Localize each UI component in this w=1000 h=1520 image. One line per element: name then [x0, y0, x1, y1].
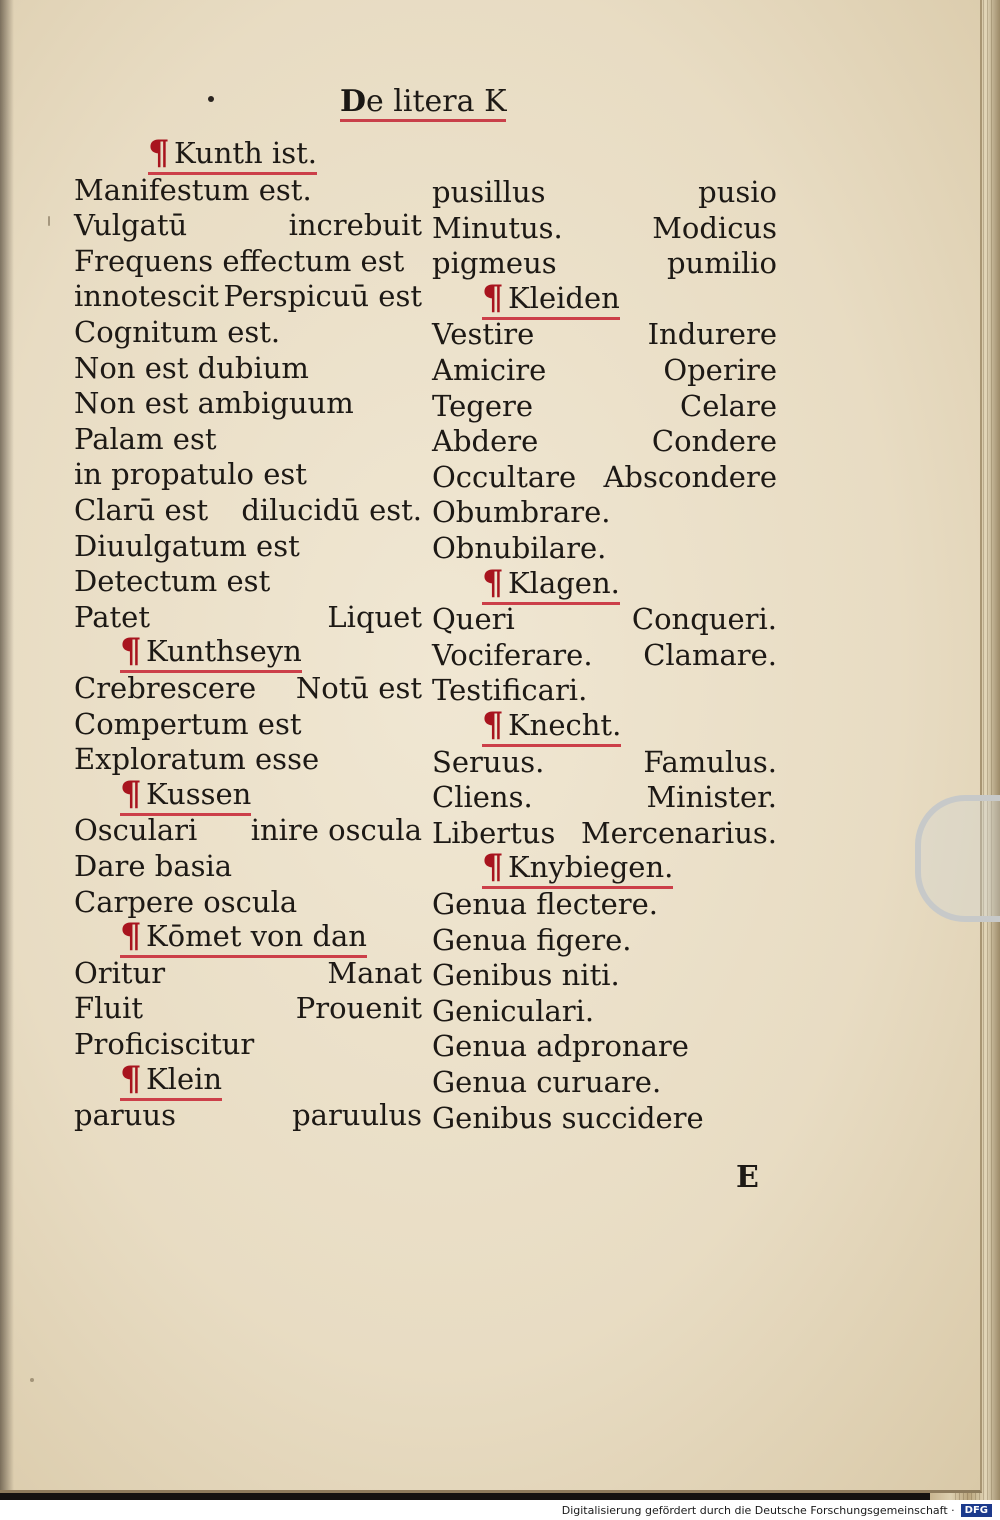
- entry-row: [74, 207, 422, 243]
- headword: [120, 632, 302, 673]
- headword-text: Klein: [146, 1061, 223, 1096]
- entry-row: [432, 744, 777, 780]
- entry-row: [74, 990, 422, 1026]
- pilcrow-mark: ¶: [482, 705, 504, 745]
- gutter-shadow: [0, 0, 14, 1490]
- headword-text: Kussen: [146, 776, 252, 811]
- entry-row: [74, 884, 422, 920]
- headword-text: Klagen.: [508, 565, 620, 600]
- entry-word: Mercenarius.: [580, 815, 777, 850]
- entry-word: Obnubilare.: [432, 531, 607, 565]
- entry-word: increbuit: [288, 208, 422, 243]
- entry-row: [432, 1064, 777, 1100]
- entry-row: [74, 1097, 422, 1133]
- entry-word: Osculari: [74, 813, 198, 848]
- entry-word: Queri: [432, 602, 515, 637]
- headword-text: Kōmet von dan: [146, 919, 367, 954]
- entry-word: Tegere: [432, 388, 534, 423]
- pilcrow-mark: ¶: [148, 133, 170, 173]
- entry-word: Crebrescere: [74, 671, 257, 705]
- entry-row: [432, 957, 777, 993]
- entry-word: Libertus: [432, 815, 556, 850]
- entry-row: [432, 352, 777, 388]
- headword: [120, 1060, 222, 1101]
- entry-word: Vestire: [432, 317, 535, 352]
- headword: [482, 564, 620, 605]
- entry-word: Manat: [327, 955, 422, 990]
- entry-row: [432, 922, 777, 958]
- entry-word: dilucidū est.: [241, 493, 422, 527]
- entry-word: Operire: [663, 353, 777, 387]
- pilcrow-mark: ¶: [120, 1058, 142, 1099]
- pilcrow-mark: ¶: [120, 916, 142, 957]
- entry-word: Seruus.: [432, 744, 545, 779]
- entry-row: [74, 1026, 422, 1062]
- entry-word: Cognitum est.: [74, 315, 281, 349]
- entry-row: [432, 388, 777, 424]
- pilcrow-mark: ¶: [120, 631, 142, 672]
- entry-row: [432, 1100, 777, 1136]
- entry-word: paruulus: [292, 1098, 422, 1133]
- left-column: [74, 0, 422, 1200]
- entry-word: Famulus.: [643, 744, 777, 779]
- entry-word: Genua flectere.: [432, 887, 658, 921]
- headword-text: Knybiegen.: [508, 850, 674, 885]
- entry-word: Amicire: [432, 353, 547, 387]
- entry-row: [74, 278, 422, 314]
- entry-word: Diuulgatum est: [74, 528, 300, 563]
- entry-word: Vulgatū: [74, 208, 188, 243]
- entry-word: Non est dubium: [74, 350, 309, 385]
- entry-word: Abdere: [432, 424, 539, 459]
- entry-word: Compertum est: [74, 706, 302, 741]
- entry-row: [74, 528, 422, 564]
- entry-word: pusio: [698, 175, 777, 209]
- entry-word: Notū est: [295, 671, 422, 705]
- entry-row: [432, 886, 777, 922]
- entry-row: [432, 637, 777, 673]
- entry-word: Conqueri.: [631, 602, 777, 637]
- entry-word: Manifestum est.: [74, 172, 312, 207]
- entry-word: pusillus: [432, 175, 546, 209]
- entry-row: [432, 672, 777, 708]
- headword-text: Kunth ist.: [174, 136, 317, 170]
- entry-word: Oritur: [74, 955, 166, 990]
- entry-row: [74, 243, 422, 279]
- page-clip: [915, 795, 1000, 922]
- entry-row: [74, 456, 422, 492]
- entry-row: [74, 421, 422, 457]
- entry-row: [432, 174, 777, 210]
- entry-row: [74, 848, 422, 884]
- signature-mark: E: [736, 1160, 759, 1195]
- entry-row: [74, 670, 422, 706]
- entry-word: Indurere: [647, 317, 777, 352]
- entry-word: Cliens.: [432, 780, 533, 815]
- entry-row: [432, 601, 777, 637]
- entry-word: paruus: [74, 1098, 176, 1133]
- entry-word: Exploratum esse: [74, 742, 320, 777]
- entry-word: Genua figere.: [432, 922, 632, 957]
- pilcrow-mark: ¶: [482, 562, 504, 603]
- entry-word: Genua curuare.: [432, 1065, 662, 1099]
- entry-row: [74, 812, 422, 848]
- entry-row: [74, 955, 422, 991]
- entry-word: Non est ambiguum: [74, 386, 354, 421]
- headword: [120, 775, 251, 816]
- headword: [148, 134, 317, 175]
- entry-row: [74, 385, 422, 421]
- entry-word: Genibus niti.: [432, 958, 620, 993]
- entry-row: [432, 779, 777, 815]
- entry-word: Fluit: [74, 991, 144, 1026]
- dfg-logo: DFG: [961, 1504, 992, 1517]
- entry-word: Genua adpronare: [432, 1029, 689, 1064]
- entry-word: innotescit: [74, 279, 219, 314]
- entry-word: Perspicuū est: [223, 279, 422, 314]
- entry-row: [74, 741, 422, 777]
- headword-text: Knecht.: [508, 708, 622, 742]
- entry-word: Condere: [651, 424, 777, 459]
- pilcrow-mark: ¶: [120, 773, 142, 814]
- pilcrow-mark: ¶: [482, 277, 504, 318]
- entry-word: inire oscula: [250, 813, 422, 848]
- entry-word: Clarū est: [74, 493, 209, 527]
- entry-row: [432, 316, 777, 352]
- headword-text: Kunthseyn: [146, 634, 302, 669]
- entry-word: in propatulo est: [74, 457, 307, 492]
- entry-word: Genibus succidere: [432, 1100, 704, 1135]
- headword: [120, 917, 367, 958]
- entry-word: Palam est: [74, 421, 217, 456]
- headword: [482, 848, 673, 889]
- entry-word: Frequens effectum est: [74, 243, 405, 278]
- entry-row: [432, 459, 777, 495]
- entry-row: [74, 706, 422, 742]
- entry-word: Patet: [74, 599, 150, 634]
- entry-row: [74, 314, 422, 350]
- entry-word: pigmeus: [432, 246, 557, 281]
- entry-row: [74, 350, 422, 386]
- right-column: [432, 0, 777, 1200]
- entry-word: Geniculari.: [432, 993, 595, 1028]
- entry-word: Clamare.: [643, 637, 777, 672]
- paper-speck: [30, 1378, 34, 1382]
- entry-word: Obumbrare.: [432, 495, 611, 530]
- entry-row: [74, 563, 422, 599]
- entry-word: Vociferare.: [432, 637, 593, 672]
- entry-word: Minister.: [646, 780, 777, 815]
- entry-row: [432, 1028, 777, 1064]
- entry-row: [432, 423, 777, 459]
- entry-row: [74, 492, 422, 528]
- pilcrow-mark: ¶: [482, 847, 504, 888]
- entry-word: Liquet: [327, 599, 422, 634]
- entry-row: [432, 815, 777, 851]
- entry-row: [74, 172, 422, 208]
- heading-initial: D: [340, 84, 366, 122]
- paper-speck: [48, 216, 50, 226]
- headword-text: Kleiden: [508, 280, 620, 315]
- entry-word: Carpere oscula: [74, 884, 298, 919]
- entry-row: [432, 993, 777, 1029]
- entry-row: [74, 599, 422, 635]
- entry-word: Occultare: [432, 459, 577, 494]
- entry-word: Prouenit: [295, 991, 422, 1026]
- entry-word: Testificari.: [432, 673, 588, 708]
- entry-word: Modicus: [652, 210, 777, 245]
- entry-word: Minutus.: [432, 210, 563, 245]
- entry-row: [432, 210, 777, 246]
- headword: [482, 706, 621, 747]
- entry-word: pumilio: [666, 246, 777, 281]
- entry-word: Celare: [680, 388, 777, 423]
- footer-credit: Digitalisierung gefördert durch die Deutsche Forschungsgemeinschaft ·: [561, 1503, 955, 1517]
- headword: [482, 279, 620, 320]
- entry-word: Dare basia: [74, 849, 233, 883]
- entry-row: [432, 530, 777, 566]
- heading-text: e litera K: [366, 84, 506, 122]
- entry-row: [432, 245, 777, 281]
- footer-bar: [0, 1500, 1000, 1520]
- entry-word: Abscondere: [603, 459, 777, 494]
- entry-word: Proficiscitur: [74, 1027, 255, 1061]
- entry-row: [432, 494, 777, 530]
- entry-word: Detectum est: [74, 564, 271, 599]
